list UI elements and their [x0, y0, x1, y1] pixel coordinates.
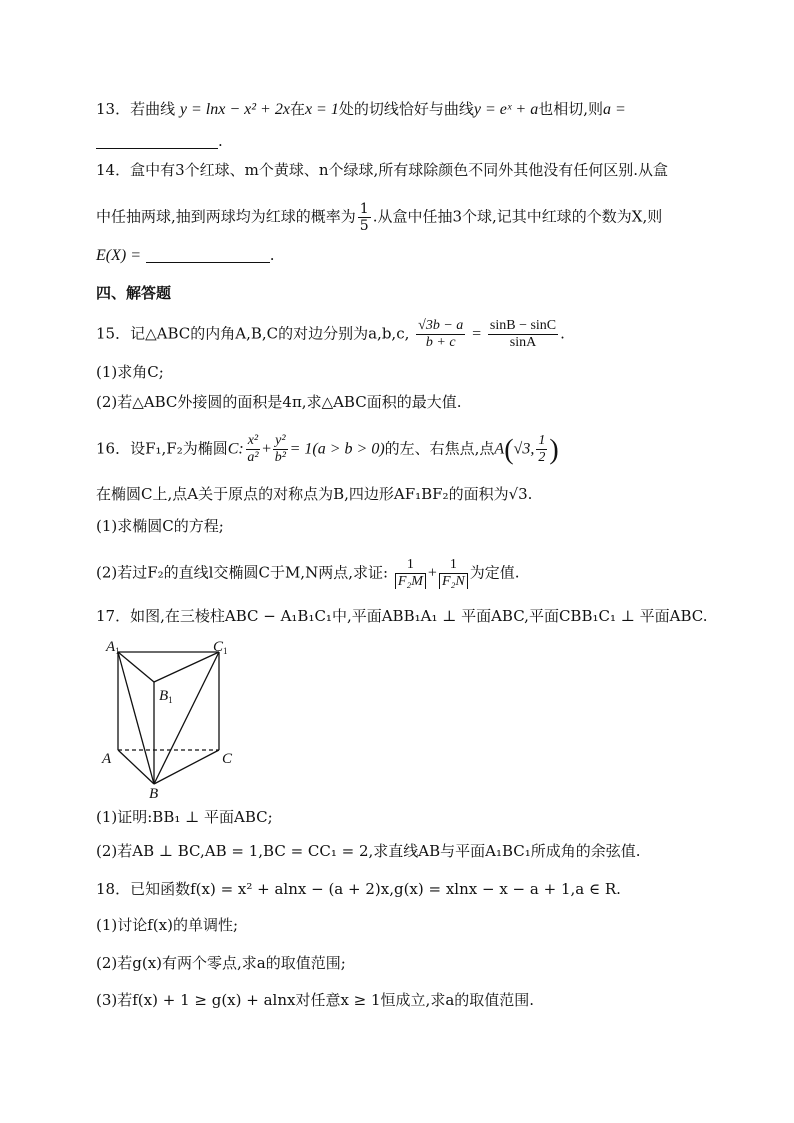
q14-expectation: E(X) =: [96, 247, 141, 264]
q15-fraction-right: [488, 318, 558, 351]
q16-paren-open: (: [504, 434, 514, 466]
q16-number: 16．: [96, 439, 131, 458]
q16-part2: (2)若过F₂的直线l交椭圆C于M,N两点,求证: $\frac{1}{\text{F₂M}}$ + $\frac{1}{\text{F₂N}}$ 为定值.: [96, 557, 520, 589]
q18-part1: (1)讨论f(x)的单调性;: [96, 916, 239, 934]
q16-fraction-x: [246, 433, 260, 466]
edge-c1b: [154, 652, 219, 784]
q16-part1: (1)求椭圆C的方程;: [96, 517, 224, 535]
q14-line3: E(X) = .: [96, 246, 275, 264]
q16-one-a: 1: [395, 557, 426, 574]
label-b: B: [149, 786, 159, 802]
q17-text-1: 如图,在三棱柱ABC − A₁B₁C₁中,平面ABB₁A₁ ⊥ 平面ABC,平面CBB₁C₁ ⊥ 平面ABC.: [130, 607, 708, 625]
q16-fraction-y: [273, 433, 287, 466]
q16-line1: [96, 433, 559, 466]
q13-text-3: 处的切线恰好与曲线: [338, 100, 474, 118]
q18-number: 18．: [96, 880, 131, 898]
q13-formula-a: a =: [602, 101, 626, 118]
q15-equals: =: [472, 325, 482, 343]
q17-line1: [96, 606, 707, 626]
label-b1: $B_1$: [159, 688, 173, 705]
q15-left-denominator: b + c: [425, 335, 456, 350]
q15-part2: (2)若△ABC外接圆的面积是4π,求△ABC面积的最大值.: [96, 393, 462, 411]
q16-point-a: A: [494, 440, 505, 458]
q17-number: 17．: [96, 607, 131, 625]
q17-part2: (2)若AB ⊥ BC,AB = 1,BC = CC₁ = 2,求直线AB与平面A₁BC₁所成角的余弦值.: [96, 842, 641, 860]
prism-figure: [96, 636, 246, 802]
edge-b1c1: [154, 652, 219, 682]
q16-half-denominator: 2: [538, 450, 546, 465]
q15-left-numerator: √3b − a: [418, 318, 464, 333]
q16-half-numerator: 1: [538, 433, 546, 448]
edge-ab: [118, 750, 154, 784]
q16-x-squared: x²: [247, 433, 259, 448]
label-c: C: [222, 751, 233, 767]
q17-part1: (1)证明:BB₁ ⊥ 平面ABC;: [96, 808, 273, 826]
q13-formula-curve1: y = lnx − x² + 2x: [179, 101, 290, 118]
q18-part3: (3)若f(x) + 1 ≥ g(x) + alnx对任意x ≥ 1恒成立,求a的取值范围.: [96, 991, 535, 1009]
q16-ellipse-label: C:: [227, 440, 244, 458]
q16-plus: +: [262, 440, 272, 458]
q16-fraction-half: [536, 433, 547, 466]
q16-f2m: F₂M: [395, 574, 426, 589]
q16-line2: 在椭圆C上,点A关于原点的对称点为B,四边形AF₁BF₂的面积为√3.: [96, 485, 533, 503]
q16-ellipse-rest: = 1(a > b > 0): [289, 440, 385, 458]
q14-line2: [96, 201, 662, 234]
q13-answer-blank[interactable]: [96, 134, 218, 149]
q16-part2-end: 为定值.: [469, 563, 520, 582]
q15-fraction-left: [416, 318, 465, 351]
label-a: A: [102, 751, 112, 767]
q13-formula-x: x = 1: [304, 101, 339, 118]
edge-cb: [154, 750, 219, 784]
q13-text-1: 若曲线: [130, 100, 176, 118]
q16-f2n: F₂N: [439, 574, 468, 589]
q13-formula-curve2: y = eˣ + a: [473, 101, 539, 118]
q18-part2: (2)若g(x)有两个零点,求a的取值范围;: [96, 954, 346, 972]
q13-number: 13．: [96, 100, 131, 118]
q14-line1: [96, 160, 668, 180]
edge-a1b: [118, 652, 154, 784]
label-c1: $C_1$: [213, 639, 228, 656]
q16-one-b: 1: [439, 557, 468, 574]
q18-line1: [96, 879, 621, 899]
q13-answer-line: .: [96, 131, 223, 151]
q16-fraction-m: [395, 557, 426, 590]
q14-text-1: 盒中有3个红球、m个黄球、n个绿球,所有球除颜色不同外其他没有任何区别.从盒: [130, 161, 669, 179]
q13-text-2: 在: [289, 100, 305, 118]
q15-right-denominator: sinA: [509, 335, 537, 350]
q15-line1: 15．记△ABC的内角A,B,C的对边分别为a,b,c, $\frac{√3b - a}{b + c}$ = $\frac{\sin B - \sin C}{\sin A}$ .: [96, 318, 565, 350]
q15-number: 15．: [96, 324, 131, 343]
q15-part1: (1)求角C;: [96, 363, 164, 381]
q13-line1: [96, 99, 626, 120]
q18-text-1: 已知函数f(x) = x² + alnx − (a + 2)x,g(x) = xlnx − x − a + 1,a ∈ R.: [130, 880, 621, 898]
q14-fraction-denominator: 5: [359, 218, 369, 234]
q15-right-numerator: sinB − sinC: [489, 318, 557, 333]
label-a1: $A_1$: [106, 639, 120, 656]
q14-text-2a: 中任抽两球,抽到两球均为红球的概率为: [96, 207, 356, 226]
q16-paren-close: ): [549, 434, 559, 466]
edge-a1b1: [118, 652, 154, 682]
section-title: 四、解答题: [96, 284, 172, 302]
q14-probability-fraction: [358, 201, 371, 234]
q16-a-squared: a²: [247, 450, 259, 465]
q14-answer-blank[interactable]: [146, 248, 270, 263]
q14-number: 14．: [96, 161, 131, 179]
q16-fraction-n: [439, 557, 468, 590]
q14-fraction-numerator: 1: [359, 201, 369, 217]
q13-text-4: 也相切,则: [538, 100, 603, 118]
q16-text-1: 设F₁,F₂为椭圆: [130, 439, 228, 458]
q16-part2-text: (2)若过F₂的直线l交椭圆C于M,N两点,求证:: [96, 563, 389, 582]
q15-text-1: 记△ABC的内角A,B,C的对边分别为a,b,c,: [130, 324, 410, 343]
q16-y-squared: y²: [275, 433, 286, 448]
q16-sqrt3: √3,: [513, 440, 535, 458]
q14-text-2b: .从盒中任抽3个球,记其中红球的个数为X,则: [372, 207, 663, 226]
q16-b-squared: b²: [274, 450, 286, 465]
q16-text-2: 的左、右焦点,点: [384, 439, 495, 458]
